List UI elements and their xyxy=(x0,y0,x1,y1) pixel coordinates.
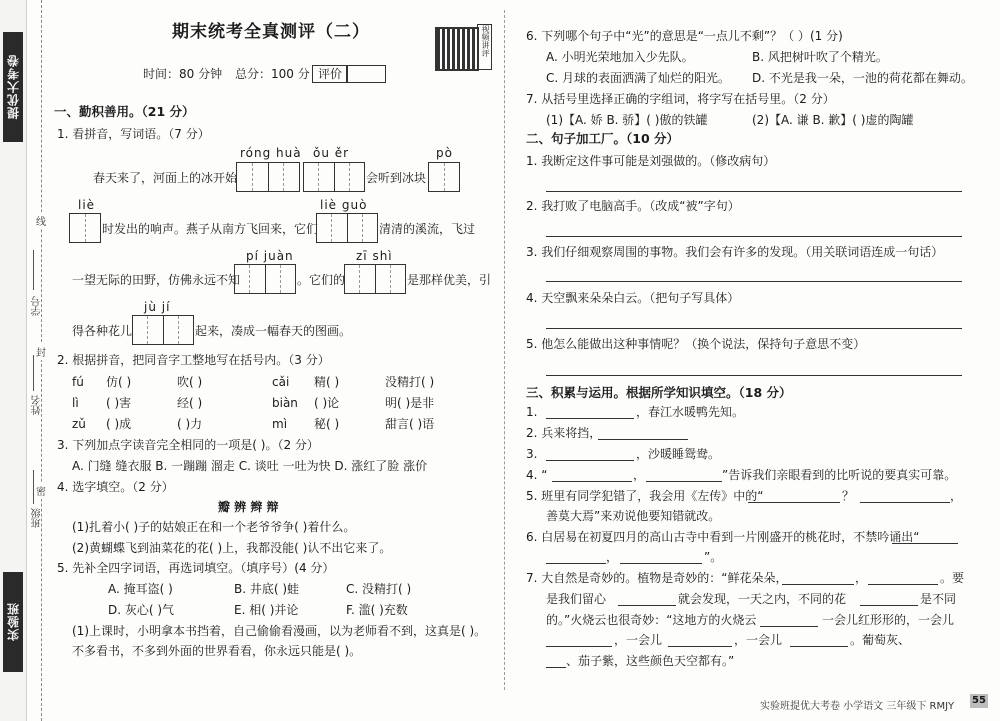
cut-word-feng: 封 xyxy=(36,343,46,360)
q1-text-3a: 一望无际的田野，仿佛永远不知 xyxy=(72,273,241,287)
eval-box[interactable] xyxy=(346,65,386,83)
fill-7-text-j: ，一会儿 xyxy=(734,633,783,647)
sentence-task-1: 1. 我断定这件事可能是刘强做的。（修改病句） xyxy=(526,154,776,168)
answer-box-pijuan[interactable] xyxy=(234,264,296,294)
fill-7-blank-a[interactable] xyxy=(782,584,854,585)
answer-line-s4[interactable] xyxy=(546,328,962,329)
fill-6-blank-b[interactable] xyxy=(620,563,702,564)
q6-option-d: D. 不光是我一朵，一池的荷花都在舞动。 xyxy=(752,71,973,85)
answer-box-ouer[interactable] xyxy=(303,162,365,192)
sentence-task-4: 4. 天空飘来朵朵白云。（把句子写具体） xyxy=(526,291,740,305)
q5-sentence-2: 不多看书，不多到外面的世界看看，你永远只能是( )。 xyxy=(72,644,362,658)
exam-total-score: 总分：100 分 xyxy=(235,67,310,81)
fill-7-text-k: 。葡萄灰、 xyxy=(850,633,911,647)
fill-2-blank[interactable] xyxy=(598,439,688,440)
answer-box-zishi[interactable] xyxy=(344,264,406,294)
fill-5-blank-a[interactable] xyxy=(748,502,840,503)
sentence-task-2: 2. 我打败了电脑高手。（改成“被”字句） xyxy=(526,199,740,213)
q6-option-c: C. 月球的表面洒满了灿烂的阳光。 xyxy=(546,71,731,85)
fill-3-text: ，沙暖睡鸳鸯。 xyxy=(636,447,721,461)
sentence-task-3: 3. 我们仔细观察周围的事物。我们会有许多的发现。（用关联词语连成一句话） xyxy=(526,245,944,259)
spine-brand-bottom: 实验班 xyxy=(3,572,23,672)
q5-idiom-b: B. 井底( )蛙 xyxy=(234,582,300,596)
q7-part-1: (1)【A. 娇 B. 骄】( )傲的铁罐 xyxy=(546,113,708,127)
pinyin-lie: liè xyxy=(78,198,96,212)
answer-box-lieguo[interactable] xyxy=(316,213,378,243)
fill-5-q: ？ xyxy=(842,489,855,503)
q1-text-4b: 起来，凑成一幅春天的图画。 xyxy=(195,324,352,338)
answer-box-lie[interactable] xyxy=(69,213,101,243)
q5-idiom-c: C. 没精打( ) xyxy=(346,582,412,596)
fill-6-end: ”。 xyxy=(704,550,723,564)
q1-text-1a: 春天来了，河面上的冰开始 xyxy=(93,171,238,185)
answer-line-s2[interactable] xyxy=(546,236,962,237)
q2-r2-w3: ( )论 xyxy=(314,396,340,410)
fill-1-num: 1. xyxy=(526,405,538,419)
fill-3-num: 3. xyxy=(526,447,538,461)
fill-5-comma: ， xyxy=(950,489,963,503)
q2-r2-w4: 明( )是非 xyxy=(385,396,435,410)
q4-sentence-2: (2)黄蝴蝶飞到油菜花的花( )上，我都没能( )认不出它来了。 xyxy=(72,541,392,555)
pinyin-zishi: zī shì xyxy=(356,249,393,263)
cut-line xyxy=(41,0,42,721)
section-1-heading: 一、勤积善用。（21 分） xyxy=(54,104,195,119)
fill-7-text-g: 的。”火烧云也很奇妙：“这地方的火烧云 xyxy=(546,613,757,627)
q2-r3-py2: mì xyxy=(272,417,288,431)
q2-r3-py1: zǔ xyxy=(72,417,86,431)
qr-code-icon[interactable] xyxy=(435,27,479,71)
class-label: 班级 xyxy=(32,508,43,528)
fill-4-text: ”告诉我们亲眼看到的比听说的要真实可靠。 xyxy=(722,468,957,482)
q2-r1-w2: 吹( ) xyxy=(177,375,203,389)
fill-7-blank-d[interactable] xyxy=(860,605,918,606)
page-title: 期末统考全真测评（二） xyxy=(172,22,370,42)
q5-sentence-1: (1)上课时，小明拿本书挡着，自己偷偷看漫画，以为老师看不到，这真是( )。 xyxy=(72,624,487,638)
q2-r1-py2: cǎi xyxy=(272,375,290,389)
fill-7-text-l: 、茄子紫，这些颜色天空都有。” xyxy=(566,654,735,668)
q5-idiom-a: A. 掩耳盗( ) xyxy=(108,582,173,596)
fill-7-text-h: 一会儿红形形的，一会儿 xyxy=(822,613,955,627)
fill-4-blank-b[interactable] xyxy=(646,481,722,482)
fill-7-text-i: ，一会儿 xyxy=(614,633,663,647)
q1-text-2b: 清清的溪流，飞过 xyxy=(379,222,476,236)
pinyin-juji: jù jí xyxy=(144,300,171,314)
answer-box-juji[interactable] xyxy=(132,315,194,345)
q2-r1-w1: 仿( ) xyxy=(106,375,132,389)
qr-caption: 视频讲评 xyxy=(477,24,492,70)
q2-r3-w1: ( )成 xyxy=(106,417,132,431)
fill-4-comma: ， xyxy=(633,468,646,482)
q2-stem: 2. 根据拼音，把同音字工整地写在括号内。（3 分） xyxy=(57,353,330,367)
fill-7-text-e: 就会发现，一天之内，不同的花 xyxy=(678,592,847,606)
sentence-task-5: 5. 他怎么能做出这种事情呢？（换个说法，保持句子意思不变） xyxy=(526,337,866,351)
fill-3-blank[interactable] xyxy=(546,460,634,461)
q3-options: A. 门缝 缝衣服 B. 一蹦蹦 溜走 C. 谈吐 一吐为快 D. 涨红了脸 涨价 xyxy=(72,459,428,473)
cut-word-mi: 密 xyxy=(36,482,46,499)
fill-7-text-d: 是我们留心 xyxy=(546,592,607,606)
fill-5-text-b: 善莫大焉”来劝说他要知错就改。 xyxy=(546,509,721,523)
q3-stem: 3. 下列加点字读音完全相同的一项是( )。（2 分） xyxy=(57,438,319,452)
q4-char-options: 瓣 辨 辫 辩 xyxy=(218,500,279,514)
fill-7-blank-h[interactable] xyxy=(790,646,848,647)
fill-2-text: 2. 兵来将挡， xyxy=(526,426,602,440)
fill-4-open: 4. “ xyxy=(526,468,548,482)
pinyin-lieguo: liè guò xyxy=(320,198,368,212)
fill-6-blank-a2[interactable] xyxy=(546,563,606,564)
name-label: 姓名 xyxy=(32,395,43,415)
class-line xyxy=(33,470,34,504)
cut-word-xian: 线 xyxy=(36,212,46,229)
section-2-heading: 二、句子加工厂。（10 分） xyxy=(526,131,679,146)
q2-r2-w2: 经( ) xyxy=(177,396,203,410)
q1-text-4a: 得各种花儿 xyxy=(72,324,133,338)
fill-7-blank-e[interactable] xyxy=(760,626,818,627)
q7-part-2: (2)【A. 谦 B. 歉】( )虚的陶罐 xyxy=(752,113,914,127)
pinyin-ouer: ǒu ěr xyxy=(313,146,350,160)
q4-sentence-1: (1)扎着小( )子的姑娘正在和一个老爷爷争( )着什么。 xyxy=(72,520,356,534)
fill-1-blank[interactable] xyxy=(546,418,634,419)
q6-stem: 6. 下列哪个句子中“光”的意思是“一点儿不剩”？（ ）(1 分) xyxy=(526,29,843,43)
answer-line-s3[interactable] xyxy=(546,281,962,282)
q5-idiom-f: F. 滥( )充数 xyxy=(346,603,408,617)
pinyin-ronghua: róng huà xyxy=(240,146,302,160)
q1-text-3b: 。它们的 xyxy=(297,273,346,287)
q2-r1-w3: 精( ) xyxy=(314,375,340,389)
q7-stem: 7. 从括号里选择正确的字组词，将字写在括号里。（2 分） xyxy=(526,92,835,106)
fill-5-text-a: 5. 班里有同学犯错了，我会用《左传》中的“ xyxy=(526,489,764,503)
q2-r1-w4: 没精打( ) xyxy=(385,375,435,389)
fill-6-text-a: 6. 白居易在初夏四月的高山古寺中看到一片刚盛开的桃花时，不禁吟诵出“ xyxy=(526,530,920,544)
fill-7-blank-b[interactable] xyxy=(868,584,938,585)
answer-box-ronghua[interactable] xyxy=(236,162,300,192)
q2-r2-py2: biàn xyxy=(272,396,298,410)
fill-7-blank-i[interactable] xyxy=(546,667,566,668)
fill-7-text-a: 7. 大自然是奇妙的。植物是奇妙的：“鲜花朵朵， xyxy=(526,571,788,585)
q6-option-b: B. 风把树叶吹了个精光。 xyxy=(752,50,888,64)
fill-7-comma: ， xyxy=(855,571,868,585)
name-line xyxy=(33,355,34,391)
q2-r1-py1: fú xyxy=(72,375,84,389)
q6-option-a: A. 小明光荣地加入少先队。 xyxy=(546,50,694,64)
q2-r3-w4: 甜言( )语 xyxy=(385,417,435,431)
fill-6-blank-a[interactable] xyxy=(892,543,958,544)
fill-7-blank-g[interactable] xyxy=(668,646,732,647)
fill-5-blank-b[interactable] xyxy=(860,502,950,503)
binding-spine xyxy=(0,0,27,721)
fill-7-blank-f[interactable] xyxy=(546,646,612,647)
fill-7-text-f: 是不同 xyxy=(920,592,957,606)
fill-6-comma: ， xyxy=(606,550,619,564)
pinyin-pijuan: pí juàn xyxy=(246,249,294,263)
answer-line-s1[interactable] xyxy=(546,191,962,192)
q2-r2-py1: lì xyxy=(72,396,79,410)
exam-time: 时间：80 分钟 xyxy=(143,67,223,81)
eval-label: 评价 xyxy=(312,65,348,83)
q5-stem: 5. 先补全四字词语，再选词填空。（填序号）(4 分） xyxy=(57,561,335,575)
spine-brand-top: 提优大考卷 xyxy=(3,32,23,142)
student-id-label: 学号 xyxy=(32,296,43,316)
q4-stem: 4. 选字填空。（2 分） xyxy=(57,480,174,494)
fill-1-text: ，春江水暖鸭先知。 xyxy=(636,405,745,419)
section-3-heading: 三、积累与运用。根据所学知识填空。（18 分） xyxy=(526,385,792,400)
q2-r3-w2: ( )力 xyxy=(177,417,203,431)
page-number: 55 xyxy=(970,694,988,708)
q2-r2-w1: ( )害 xyxy=(106,396,132,410)
q5-idiom-e: E. 相( )并论 xyxy=(234,603,299,617)
q2-r3-w3: 秘( ) xyxy=(314,417,340,431)
fill-4-blank-a[interactable] xyxy=(552,481,632,482)
answer-line-s5[interactable] xyxy=(546,375,962,376)
q1-text-3c: 是那样优美，引 xyxy=(407,273,492,287)
fill-7-blank-c[interactable] xyxy=(618,605,676,606)
fill-7-text-c: 。要 xyxy=(940,571,965,585)
answer-box-po[interactable] xyxy=(428,162,460,192)
student-id-line xyxy=(33,250,34,290)
footer-series: 实验班提优大考卷 小学语文 三年级下 RMJY xyxy=(760,701,955,712)
column-divider xyxy=(504,10,505,690)
q1-text-1b: 会听到冰块 xyxy=(366,171,427,185)
pinyin-po: pò xyxy=(436,146,453,160)
q1-stem: 1. 看拼音，写词语。（7 分） xyxy=(57,127,210,141)
q5-idiom-d: D. 灰心( )气 xyxy=(108,603,175,617)
q1-text-2a: 时发出的响声。燕子从南方飞回来，它们 xyxy=(102,222,319,236)
